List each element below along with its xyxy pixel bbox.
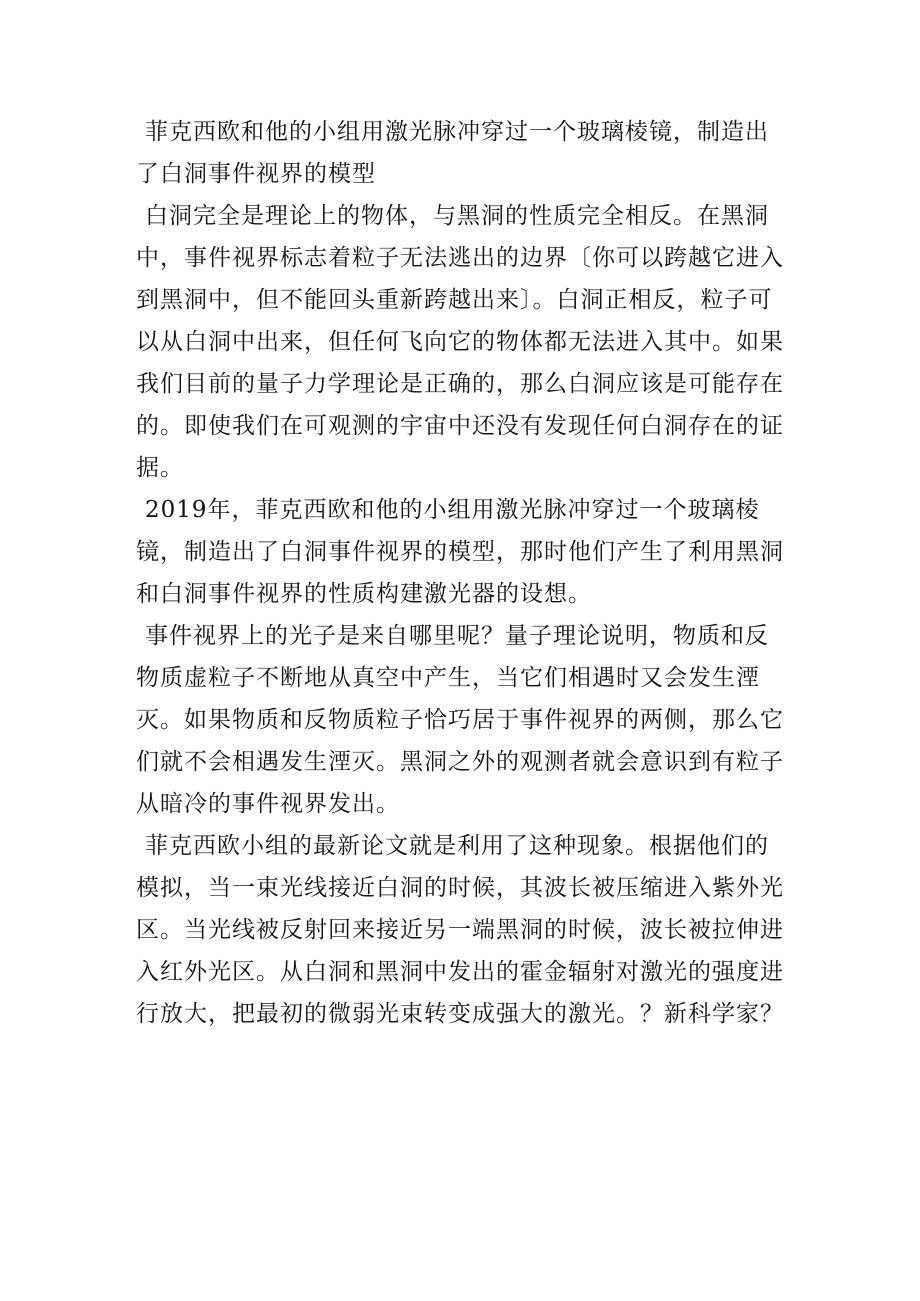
paragraph-2: 白洞完全是理论上的物体，与黑洞的性质完全相反。在黑洞中，事件视界标志着粒子无法逃出的边界〔你可以跨越它进入到黑洞中，但不能回头重新跨越出来〕。白洞正相反，粒子可以从白洞中出来，但任何飞向它的物体都无法进入其中。如果我们目前的量子力学理论是正确的，那么白洞应该是可能存在的。即使我们在可观测的宇宙中还没有发现任何白洞存在的证据。: [136, 203, 784, 481]
paragraph-5: 菲克西欧小组的最新论文就是利用了这种现象。根据他们的模拟，当一束光线接近白洞的时候，其波长被压缩进入紫外光区。当光线被反射回来接近另一端黑洞的时候，波长被拉伸进入红外光区。从白洞和黑洞中发出的霍金辐射对激光的强度进行放大，把最初的微弱光束转变成强大的激光。？新科学家？: [136, 833, 784, 1027]
paragraph-1: 菲克西欧和他的小组用激光脉冲穿过一个玻璃棱镜，制造出了白洞事件视界的模型: [136, 119, 769, 187]
document-page: [136, 111, 786, 1035]
paragraph-3: 2019年，菲克西欧和他的小组用激光脉冲穿过一个玻璃棱镜，制造出了白洞事件视界的模型，那时他们产生了利用黑洞和白洞事件视界的性质构建激光器的设想。: [136, 497, 784, 607]
paragraph-4: 事件视界上的光子是来自哪里呢？量子理论说明，物质和反物质虚粒子不断地从真空中产生，当它们相遇时又会发生湮灭。如果物质和反物质粒子恰巧居于事件视界的两侧，那么它们就不会相遇发生湮灭。黑洞之外的观测者就会意识到有粒子从暗冷的事件视界发出。: [136, 623, 784, 817]
